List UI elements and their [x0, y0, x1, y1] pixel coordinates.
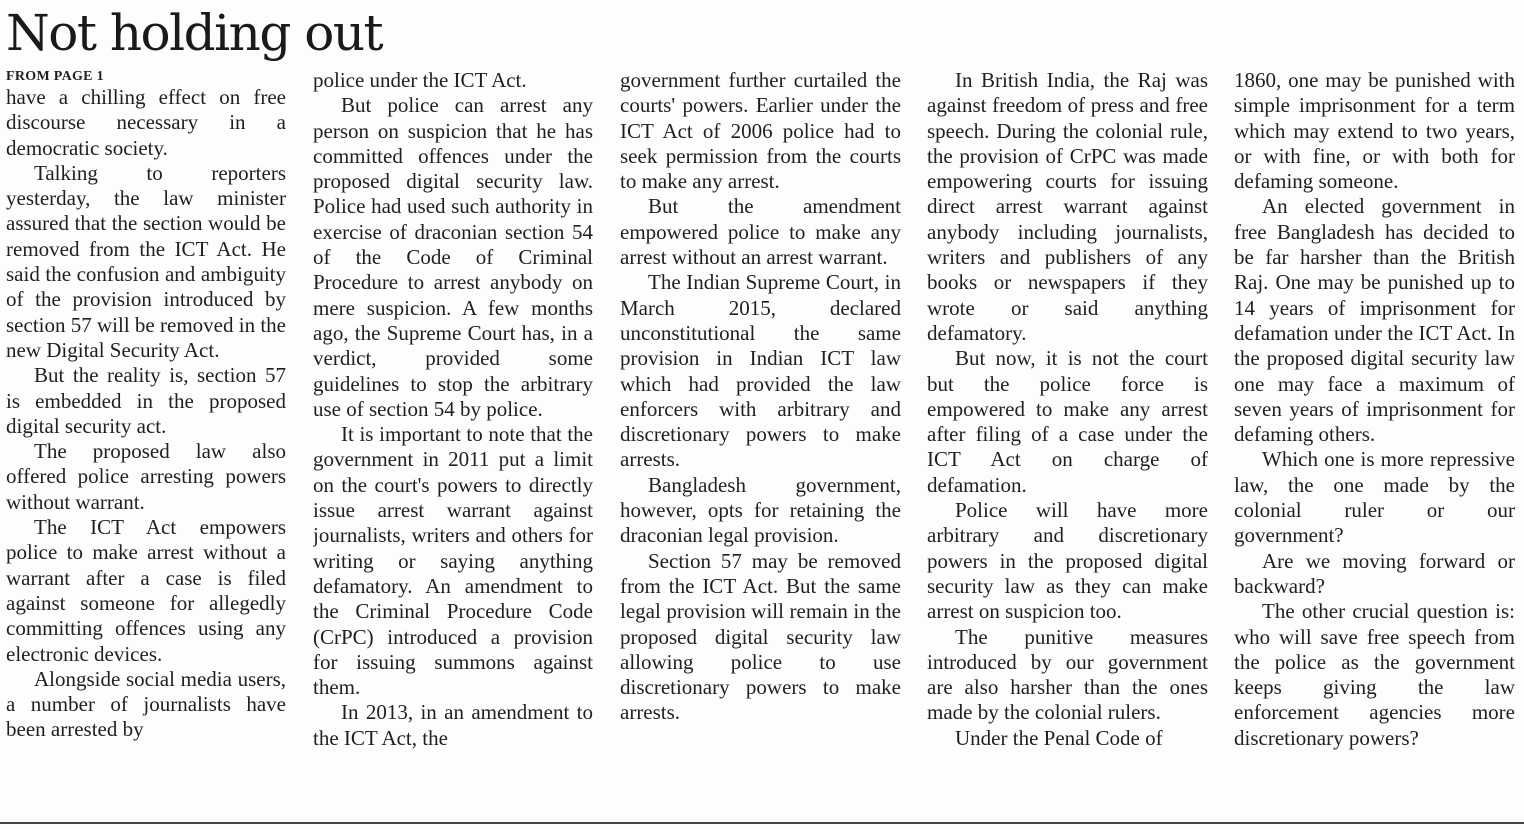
jump-line: FROM PAGE 1 — [6, 69, 104, 84]
paragraph: But now, it is not the court but the police force is empowered to make any arrest after filing of a case under the ICT Act on charge of defamation. — [927, 346, 1208, 497]
article-column-4 — [927, 68, 1208, 808]
paragraph: Section 57 may be removed from the ICT Act. But the same legal provision will remain in the proposed digital security law allowing police to use discretionary powers to make arrests. — [620, 548, 901, 725]
paragraph: But police can arrest any person on suspicion that he has committed offences under the proposed digital security law. Police had used such authority in exercise of draconian section 54 of the Code of Criminal Procedure to arrest anybody on mere suspicion. A few months ago, the Supreme Court has, in a verdict, provided some guidelines to stop the arbitrary use of section 54 by police. — [313, 93, 593, 421]
paragraph: The Indian Supreme Court, in March 2015, declared unconstitutional the same provision in Indian ICT law which had provided the law enforcers with arbitrary and discretionary powers to make arrests. — [620, 270, 901, 472]
paragraph: police under the ICT Act. — [313, 68, 527, 92]
article-column-2 — [313, 68, 593, 808]
paragraph: The other crucial question is: who will save free speech from the police as the government keeps giving the law enforcement agencies more discretionary powers? — [1234, 599, 1515, 750]
paragraph: Talking to reporters yesterday, the law minister assured that the section would be removed from the ICT Act. He said the confusion and ambiguity of the provision introduced by section 57 will be removed in the new Digital Security Act. — [6, 160, 286, 362]
paragraph: But the amendment empowered police to make any arrest without an arrest warrant. — [620, 194, 901, 270]
article-headline: Not holding out — [6, 4, 383, 62]
paragraph: The proposed law also offered police arresting powers without warrant. — [6, 439, 286, 514]
article-column-1 — [6, 68, 286, 808]
bottom-divider — [0, 822, 1524, 824]
paragraph: Which one is more repressive law, the one made by the colonial ruler or our government? — [1234, 447, 1515, 548]
paragraph: Alongside social media users, a number of journalists have been arrested by — [6, 666, 286, 742]
paragraph: Are we moving forward or backward? — [1234, 548, 1515, 598]
paragraph: 1860, one may be punished with simple imprisonment for a term which may extend to two years, or with fine, or with both for defaming someone. — [1234, 68, 1515, 194]
paragraph: An elected government in free Bangladesh has decided to be far harsher than the British Raj. One may be punished up to 14 years of imprisonment for defamation under the ICT Act. In the proposed digital security law one may face a maximum of seven years of imprisonment for defaming others. — [1234, 194, 1515, 447]
paragraph: In 2013, in an amendment to the ICT Act, the — [313, 700, 593, 750]
paragraph: Under the Penal Code of — [955, 725, 1163, 750]
paragraph: Police will have more arbitrary and discretionary powers in the proposed digital security law as they can make arrest on suspicion too. — [927, 498, 1208, 624]
article-column-5 — [1234, 68, 1515, 808]
article-column-3 — [620, 68, 901, 808]
paragraph: government further curtailed the courts' powers. Earlier under the ICT Act of 2006 police had to seek permission from the courts to make any arrest. — [620, 68, 901, 194]
paragraph: The punitive measures introduced by our government are also harsher than the ones made by the colonial rulers. — [927, 624, 1208, 725]
paragraph: The ICT Act empowers police to make arrest without a warrant after a case is filed against someone for allegedly committing offences using any electronic devices. — [6, 515, 286, 666]
paragraph: Bangladesh government, however, opts for retaining the draconian legal provision. — [620, 472, 901, 548]
paragraph: But the reality is, section 57 is embedded in the proposed digital security act. — [6, 363, 286, 438]
paragraph: have a chilling effect on free discourse necessary in a democratic society. — [6, 85, 286, 160]
paragraph: It is important to note that the government in 2011 put a limit on the court's powers to directly issue arrest warrant against journalists, writers and others for writing or saying anything defamatory. An amendment to the Criminal Procedure Code (CrPC) introduced a provision for issuing summons against them. — [313, 422, 593, 700]
paragraph: In British India, the Raj was against freedom of press and free speech. During the colonial rule, the provision of CrPC was made empowering courts for issuing direct arrest warrant against anybody including journalists, writers and publishers of any books or newspapers if they wrote or said anything defamatory. — [927, 68, 1208, 345]
